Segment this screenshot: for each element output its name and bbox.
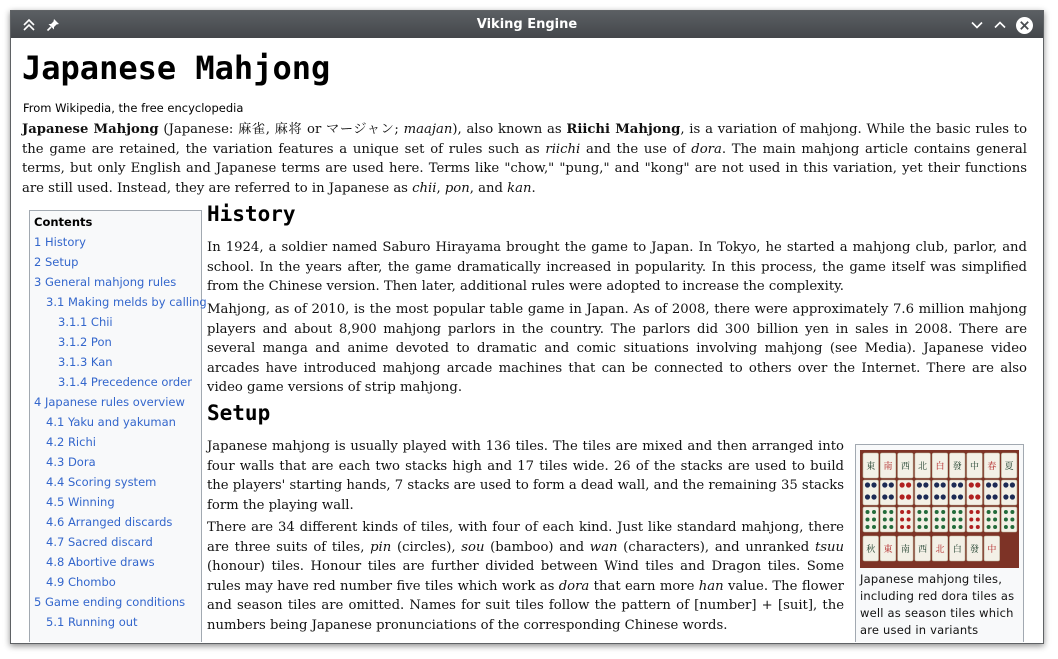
tile-glyph: 東 — [866, 462, 876, 472]
tile — [1001, 507, 1017, 532]
tile-mark — [872, 525, 876, 529]
tile — [932, 507, 948, 532]
tile-mark — [951, 482, 956, 487]
setup-paragraph-1: Japanese mahjong is usually played with 136 tiles. The tiles are mixed and then arranged into four walls that are each two stacks high and 17 tiles wide. 26 of the stacks are used to build the players' starting hands, 7 stacks are used to form a dead wall, and the remaining 35 stacks form the playing wall. — [207, 439, 844, 513]
tile-mark — [969, 494, 974, 499]
intro-text: and the use of — [580, 141, 692, 157]
setup-term-tsuu: tsuu — [814, 539, 844, 555]
intro-paragraph — [22, 120, 1027, 198]
toc-item-arranged-discards[interactable]: 4.6 Arranged discards — [46, 515, 173, 529]
tile-mark — [993, 518, 997, 522]
intro-katakana: マージャン — [326, 122, 395, 137]
tile-mark — [935, 510, 939, 514]
tile-mark — [935, 518, 939, 522]
tile-mark — [1010, 518, 1014, 522]
intro-text: (Japanese: — [158, 122, 239, 137]
setup-term-wan: wan — [589, 539, 618, 555]
tile-mark — [987, 525, 991, 529]
intro-alt-name: Riichi Mahjong — [566, 122, 681, 137]
intro-term-riichi: riichi — [545, 141, 581, 157]
tile — [915, 507, 931, 532]
tile — [984, 507, 1000, 532]
toc-item-winning[interactable]: 4.5 Winning — [46, 495, 115, 509]
tile — [863, 507, 879, 532]
toc-item-setup[interactable]: 2 Setup — [34, 255, 79, 269]
tile-mark — [882, 494, 887, 499]
tile-mark — [969, 482, 974, 487]
history-paragraph-1: In 1924, a soldier named Saburo Hirayama brought the game to Japan. In Tokyo, he started a mahjong club, parlor, and school. In the years after, the game dramatically increased in popularity. In this process, the game itself was simplified from the Chinese version. Then later, additional rules were adopted to increase the complexity. — [207, 240, 1027, 295]
tile-glyph: 發 — [952, 462, 962, 472]
tile-mark — [969, 518, 973, 522]
toc-item-chii[interactable]: 3.1.1 Chii — [58, 315, 113, 329]
tile-mark — [935, 525, 939, 529]
intro-text: , — [265, 122, 275, 137]
thumbnail-figure — [855, 444, 1024, 642]
window-title: Viking Engine — [476, 17, 578, 32]
toc-title: Contents — [34, 215, 93, 229]
tile — [967, 507, 983, 532]
tile-glyph: 白 — [935, 462, 945, 472]
intro-text: ; — [394, 122, 404, 137]
intro-text: , and — [469, 180, 508, 196]
tile-mark — [889, 482, 894, 487]
tile-mark — [900, 510, 904, 514]
tile-mark — [900, 525, 904, 529]
tile-mark — [865, 482, 870, 487]
tile-mark — [900, 482, 905, 487]
minimize-button[interactable] — [967, 15, 987, 35]
tile-mark — [872, 518, 876, 522]
tile-mark — [866, 518, 870, 522]
tile — [880, 507, 896, 532]
toc-item-kan[interactable]: 3.1.3 Kan — [58, 355, 113, 369]
tile-glyph: 夏 — [1004, 462, 1014, 472]
tile-mark — [883, 510, 887, 514]
intro-term-chii: chii — [412, 180, 437, 196]
tile-mark — [889, 525, 893, 529]
tile-mark — [951, 494, 956, 499]
tile-mark — [934, 494, 939, 499]
tile-mark — [924, 510, 928, 514]
tile-mark — [1004, 510, 1008, 514]
chevron-up-icon — [993, 18, 1007, 32]
tile-glyph: 春 — [987, 462, 997, 472]
tile-mark — [958, 494, 963, 499]
tile-mark — [871, 482, 876, 487]
title-bar[interactable] — [11, 11, 1043, 38]
intro-text: . — [531, 180, 536, 196]
tile-mark — [952, 518, 956, 522]
toc-item-making-melds[interactable]: 3.1 Making melds by calling — [46, 295, 207, 309]
intro-kanji: 麻雀 — [238, 122, 266, 137]
tile-mark — [958, 482, 963, 487]
tile-mark — [872, 510, 876, 514]
tile-glyph: 發 — [970, 545, 980, 555]
tile-glyph: 南 — [883, 462, 893, 472]
history-paragraph-2: Mahjong, as of 2010, is the most popular table game in Japan. As of 2008, there were approximately 7.6 million mahjong players and about 8,900 mahjong parlors in the country. The parlors did 300 billion yen in sales in 2008. There are several manga and anime devoted to dramatic and comic situations involving mahjong (see Media). Japanese video arcades have introduced mahjong arcade machines that can be connected to others over the Internet. There are also video game versions of strip mahjong. — [207, 302, 1027, 396]
tile-mark — [941, 525, 945, 529]
tile-mark — [993, 510, 997, 514]
chevron-down-icon — [970, 18, 984, 32]
intro-kanji: 麻将 — [274, 122, 303, 137]
toc-item-dora[interactable]: 4.3 Dora — [46, 455, 96, 469]
tile-glyph: 中 — [987, 545, 997, 555]
toc-item-history[interactable]: 1 History — [34, 235, 86, 249]
maximize-button[interactable] — [990, 15, 1010, 35]
toc-item-game-ending[interactable]: 5 Game ending conditions — [34, 595, 186, 609]
setup-text: (characters), and unranked — [617, 539, 815, 555]
toc-item-chombo[interactable]: 4.9 Chombo — [46, 575, 116, 589]
toc-item-yaku[interactable]: 4.1 Yaku and yakuman — [46, 415, 176, 429]
tile-mark — [923, 482, 928, 487]
page-title: Japanese Mahjong — [22, 49, 331, 87]
tile — [950, 507, 966, 532]
tile-glyph: 秋 — [866, 545, 876, 555]
toc-item-running-out[interactable]: 5.1 Running out — [46, 615, 138, 629]
tile-mark — [987, 510, 991, 514]
intro-term-pon: pon — [444, 180, 470, 196]
toc-item-pon[interactable]: 3.1.2 Pon — [58, 335, 112, 349]
tile-glyph: 西 — [918, 545, 928, 555]
tile-mark — [917, 494, 922, 499]
setup-term-pin: pin — [370, 539, 392, 555]
browser-window — [10, 10, 1044, 644]
tile-mark — [907, 510, 911, 514]
tile-glyph: 中 — [970, 462, 980, 472]
tile-mark — [969, 525, 973, 529]
tile-mark — [924, 525, 928, 529]
intro-romaji: maajan — [403, 122, 453, 137]
toc-item-japanese-rules[interactable]: 4 Japanese rules overview — [34, 395, 185, 409]
tile-mark — [952, 510, 956, 514]
tile-mark — [969, 510, 973, 514]
tile-mark — [906, 494, 911, 499]
tile-mark — [941, 482, 946, 487]
setup-paragraph-2 — [207, 518, 844, 636]
tile-mark — [1003, 482, 1008, 487]
intro-text: ), also known as — [452, 122, 567, 137]
toc-item-general-rules[interactable]: 3 General mahjong rules — [34, 275, 177, 289]
tile-mark — [987, 518, 991, 522]
tile-mark — [986, 482, 991, 487]
intro-text: , is a variation of mahjong. While the basic rules to the game are retained, the variation features a unique set of rules such as — [22, 122, 1028, 157]
setup-text: (honour) tiles. Honour tiles are further divided between Wind tiles and Dragon tiles. Some rules may have red number five tiles which work as — [207, 559, 844, 594]
tile-mark — [917, 482, 922, 487]
tile-mark — [1004, 525, 1008, 529]
setup-text: (bamboo) and — [484, 539, 590, 555]
intro-text: , — [436, 180, 445, 196]
section-heading-setup: Setup — [207, 401, 271, 425]
intro-term: Japanese Mahjong — [22, 122, 159, 137]
mahjong-tiles-photo — [860, 450, 1019, 568]
tile-mark — [923, 494, 928, 499]
intro-term-dora: dora — [691, 141, 722, 157]
tile-mark — [883, 525, 887, 529]
tile-mark — [976, 525, 980, 529]
setup-text: There are 34 different kinds of tiles, with four of each kind. Just like standard mahjong, there are three suits of tiles, — [207, 520, 844, 555]
tile-glyph: 北 — [935, 545, 945, 555]
tile-mark — [1010, 525, 1014, 529]
toc-item-scoring[interactable]: 4.4 Scoring system — [46, 475, 157, 489]
setup-text: value. The flower and season tiles are omitted. Names for suit tiles follow the pattern of [number] + [suit], the numbers being Japanese pronunciations of the corresponding Chinese words. — [207, 578, 844, 633]
tile-glyph: 東 — [883, 545, 893, 555]
tile-mark — [917, 518, 921, 522]
tile-mark — [934, 482, 939, 487]
tile-glyph: 北 — [918, 462, 928, 472]
tile-mark — [871, 494, 876, 499]
tile-mark — [907, 518, 911, 522]
tile-mark — [1010, 494, 1015, 499]
setup-term-dora: dora — [558, 578, 590, 594]
tile-mark — [883, 518, 887, 522]
tile-mark — [866, 525, 870, 529]
tile-mark — [866, 510, 870, 514]
mahjong-tiles-image[interactable] — [860, 450, 1019, 568]
tile-mark — [976, 518, 980, 522]
tile-mark — [976, 510, 980, 514]
tile-mark — [907, 525, 911, 529]
tagline: From Wikipedia, the free encyclopedia — [23, 101, 244, 115]
tile-mark — [941, 494, 946, 499]
tile — [898, 507, 914, 532]
tile-mark — [889, 518, 893, 522]
tile-mark — [1010, 510, 1014, 514]
intro-term-kan: kan — [507, 180, 532, 196]
toc-item-precedence-order[interactable]: 3.1.4 Precedence order — [58, 375, 192, 389]
tile-mark — [993, 494, 998, 499]
tile-mark — [1010, 482, 1015, 487]
tile-mark — [986, 494, 991, 499]
tile-glyph: 白 — [952, 545, 962, 555]
tile-mark — [865, 494, 870, 499]
intro-text: . The main mahjong article contains general terms, but only English and Japanese terms are used here. Terms like "chow," "pung," and "kong" are not used in this variation, yet their functions are still used. Instead, they are referred to in Japanese as — [22, 141, 1027, 196]
page-content — [11, 39, 1043, 642]
setup-text: that earn more — [589, 578, 699, 594]
tile-glyph: 西 — [900, 462, 910, 472]
tile-mark — [959, 525, 963, 529]
tile-mark — [924, 518, 928, 522]
tile-mark — [917, 510, 921, 514]
tile-mark — [993, 525, 997, 529]
close-button[interactable] — [1014, 15, 1034, 35]
tile-mark — [900, 518, 904, 522]
section-heading-history: History — [207, 202, 296, 226]
tile-mark — [900, 494, 905, 499]
tile-mark — [906, 482, 911, 487]
figure-caption: Japanese mahjong tiles, including red dora tiles as well as season tiles which are used in variants — [860, 572, 1015, 637]
tile-glyph: 南 — [900, 545, 910, 555]
toc-item-richi[interactable]: 4.2 Richi — [46, 435, 96, 449]
table-of-contents — [29, 210, 207, 642]
toc-item-sacred-discard[interactable]: 4.7 Sacred discard — [46, 535, 153, 549]
tile-mark — [975, 482, 980, 487]
tile-mark — [889, 494, 894, 499]
tile-mark — [952, 525, 956, 529]
setup-term-sou: sou — [461, 539, 485, 555]
close-icon — [1015, 16, 1034, 35]
setup-term-han: han — [698, 578, 724, 594]
tile-mark — [1004, 518, 1008, 522]
toc-item-abortive-draws[interactable]: 4.8 Abortive draws — [46, 555, 155, 569]
tile-mark — [882, 482, 887, 487]
tile-mark — [889, 510, 893, 514]
intro-text: or — [302, 122, 327, 137]
tile-mark — [975, 494, 980, 499]
tile-mark — [917, 525, 921, 529]
tile-mark — [959, 510, 963, 514]
setup-text: (circles), — [391, 539, 462, 555]
tile-mark — [959, 518, 963, 522]
tile-mark — [941, 510, 945, 514]
tile-mark — [993, 482, 998, 487]
tile-mark — [1003, 494, 1008, 499]
tile-mark — [941, 518, 945, 522]
